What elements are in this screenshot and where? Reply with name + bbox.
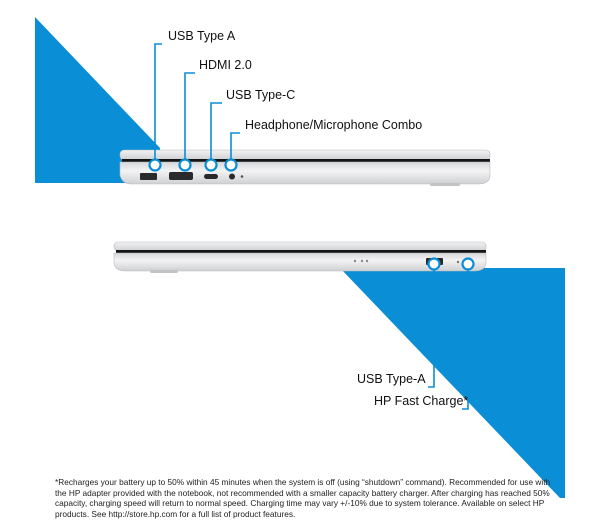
hdmi-port [169, 172, 193, 180]
led-indicator [241, 175, 244, 178]
label-hdmi: HDMI 2.0 [199, 58, 252, 72]
label-headphone-combo: Headphone/Microphone Combo [245, 118, 423, 132]
footnote: *Recharges your battery up to 50% within 45 minutes when the system is off (using “shutdown” command). Recommended for use with the HP adapter provided with the notebook, not recommended with a smaller capacity battery charger. After charging has reached 50% capacity, charging speed will return to normal speed. Charging time may vary +/-10% due to system tolerance. Available on select HP products. See http://store.hp.com for a full list of product features. [55, 477, 551, 519]
label-hp-fast-charge: HP Fast Charge* [374, 394, 469, 408]
usb-c-port [204, 174, 218, 179]
usb-a-port [140, 173, 157, 180]
laptop-left-side [120, 150, 490, 186]
audio-jack [229, 174, 235, 180]
label-usb-type-a: USB Type A [168, 29, 236, 43]
label-usb-type-a-right: USB Type-A [357, 372, 426, 386]
label-usb-type-c: USB Type-C [226, 88, 296, 102]
